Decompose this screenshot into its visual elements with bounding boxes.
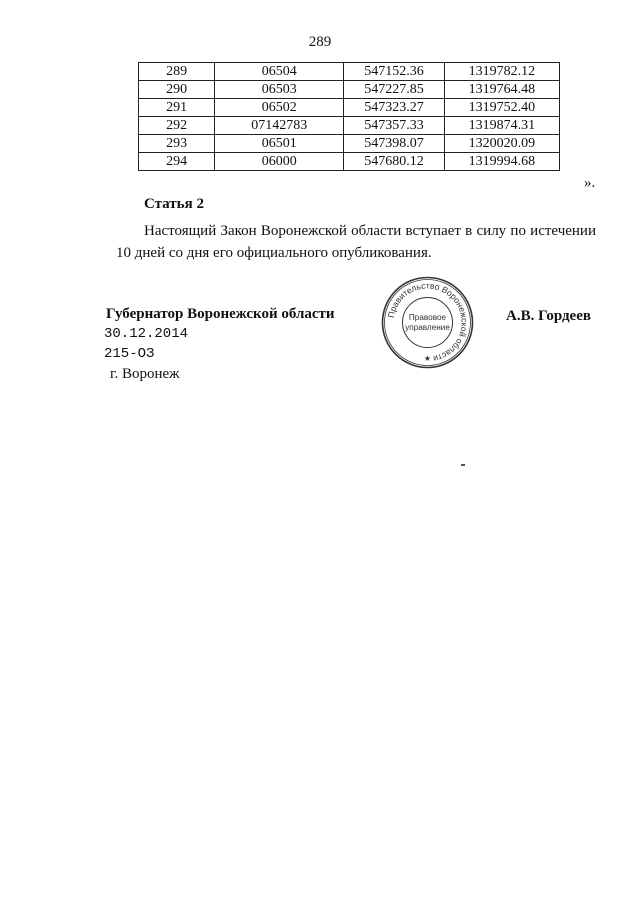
table-cell: 547227.85 xyxy=(344,81,444,99)
closing-quote: ». xyxy=(584,175,596,191)
governor-name: А.В. Гордеев xyxy=(506,308,591,324)
table-cell: 547357.33 xyxy=(344,117,444,135)
table-cell: 291 xyxy=(139,99,215,117)
table-cell: 1319752.40 xyxy=(444,99,559,117)
coordinates-table xyxy=(138,62,560,171)
seal-star-icon: ★ xyxy=(423,354,432,363)
city: г. Воронеж xyxy=(110,366,180,382)
table-cell: 294 xyxy=(139,153,215,171)
table-cell: 1319874.31 xyxy=(444,117,559,135)
table-cell: 1319782.12 xyxy=(444,63,559,81)
table-cell: 547152.36 xyxy=(344,63,444,81)
table-row xyxy=(139,81,560,99)
table-row xyxy=(139,117,560,135)
seal-center-line2: управление xyxy=(405,323,450,332)
seal-ring-text: Правительство Воронежской области xyxy=(385,280,470,364)
table-cell: 07142783 xyxy=(215,117,344,135)
seal-center-line1: Правовое xyxy=(408,313,447,322)
table-cell: 292 xyxy=(139,117,215,135)
table-row xyxy=(139,153,560,171)
table-cell: 06503 xyxy=(215,81,344,99)
table-cell: 1320020.09 xyxy=(444,135,559,153)
table-cell: 06000 xyxy=(215,153,344,171)
governor-title: Губернатор Воронежской области xyxy=(106,306,335,322)
page-number: 289 xyxy=(308,34,332,50)
table-cell: 1319764.48 xyxy=(444,81,559,99)
table-cell: 289 xyxy=(139,63,215,81)
table-cell: 290 xyxy=(139,81,215,99)
article-text: Настоящий Закон Воронежской области вступает в силу по истечении 10 дней со дня его официального опубликования. xyxy=(116,223,596,261)
article-heading: Статья 2 xyxy=(144,196,204,212)
table-cell: 06501 xyxy=(215,135,344,153)
table-cell: 547398.07 xyxy=(344,135,444,153)
table-row xyxy=(139,99,560,117)
table-cell: 1319994.68 xyxy=(444,153,559,171)
table-cell: 06502 xyxy=(215,99,344,117)
table-row xyxy=(139,135,560,153)
law-date: 30.12.2014 xyxy=(104,326,189,342)
law-number: 215-ОЗ xyxy=(104,346,155,362)
scan-speck xyxy=(461,464,465,466)
table-cell: 547323.27 xyxy=(344,99,444,117)
table-cell: 547680.12 xyxy=(344,153,444,171)
official-seal xyxy=(380,275,475,370)
table-cell: 293 xyxy=(139,135,215,153)
table-cell: 06504 xyxy=(215,63,344,81)
table-row xyxy=(139,63,560,81)
